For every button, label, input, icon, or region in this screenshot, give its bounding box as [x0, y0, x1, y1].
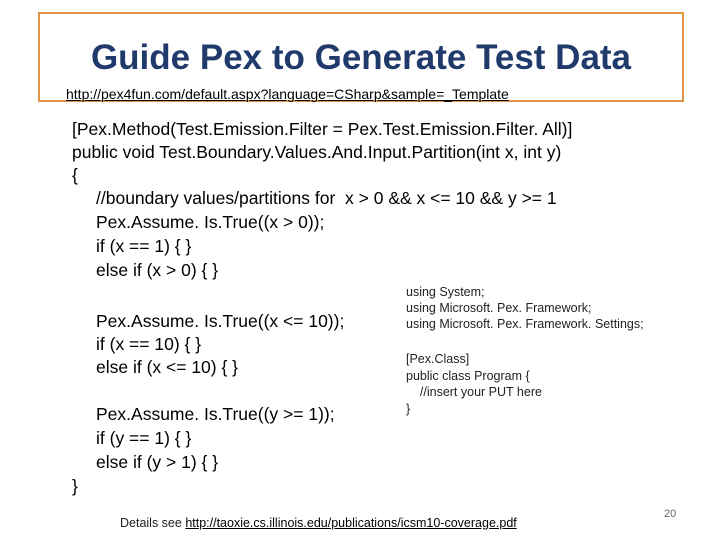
code-assume-1: Pex.Assume. Is.True((x > 0)); — [96, 212, 325, 232]
code-attribute: [Pex.Method(Test.Emission.Filter = Pex.Test.Emission.Filter. All)] — [72, 119, 573, 139]
footer-link[interactable]: http://taoxie.cs.illinois.edu/publications/icsm10-coverage.pdf — [185, 516, 517, 530]
code-else-2: else if (x <= 10) { } — [96, 357, 239, 377]
code-if-1: if (x == 1) { } — [96, 236, 192, 256]
side-using-settings: using Microsoft. Pex. Framework. Settings; — [406, 317, 644, 331]
code-open-brace: { — [72, 165, 78, 185]
side-close-brace: } — [406, 402, 411, 416]
side-using-system: using System; — [406, 285, 485, 299]
sample-url-link[interactable]: http://pex4fun.com/default.aspx?language=CSharp&sample=_Template — [66, 86, 509, 102]
code-close-brace: } — [72, 476, 78, 496]
code-if-2: if (x == 10) { } — [96, 334, 202, 354]
code-assume-3: Pex.Assume. Is.True((y >= 1)); — [96, 404, 335, 424]
side-using-framework: using Microsoft. Pex. Framework; — [406, 301, 592, 315]
code-signature: public void Test.Boundary.Values.And.Input.Partition(int x, int y) — [72, 142, 562, 162]
side-pexclass: [Pex.Class] — [406, 352, 470, 366]
code-else-3: else if (y > 1) { } — [96, 452, 219, 472]
footer-prefix: Details see — [120, 516, 186, 530]
code-if-3: if (y == 1) { } — [96, 428, 192, 448]
code-comment: //boundary values/partitions for x > 0 && x <= 10 && y >= 1 — [96, 188, 557, 208]
side-insert-comment: //insert your PUT here — [406, 385, 542, 399]
code-assume-2: Pex.Assume. Is.True((x <= 10)); — [96, 311, 345, 331]
page-number: 20 — [664, 508, 677, 520]
slide-title: Guide Pex to Generate Test Data — [90, 38, 632, 77]
code-else-1: else if (x > 0) { } — [96, 260, 219, 280]
footer-details — [120, 516, 517, 530]
side-class-decl: public class Program { — [406, 369, 530, 383]
